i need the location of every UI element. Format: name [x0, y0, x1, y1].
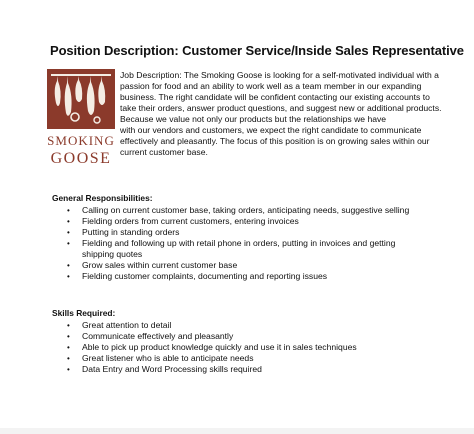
skill-text: Data Entry and Word Processing skills required	[82, 364, 262, 374]
responsibilities-heading: General Responsibilities:	[52, 193, 153, 203]
skill-text: Able to pick up product knowledge quickly and use it in sales techniques	[82, 342, 357, 352]
skill-text: Great listener who is able to anticipate needs	[82, 353, 254, 363]
job-description-line: take their orders, answer product questions, and suggest new or additional products.	[120, 103, 442, 113]
page-title: Position Description: Customer Service/Inside Sales Representative	[50, 43, 464, 58]
logo-wordmark-line1: SMOKING	[47, 133, 115, 148]
bullet-icon: •	[67, 206, 70, 215]
bullet-icon: •	[67, 332, 70, 341]
bullet-icon: •	[67, 365, 70, 374]
smoking-goose-logo-graphic	[47, 69, 115, 167]
skill-item	[52, 320, 472, 331]
skill-text: Great attention to detail	[82, 320, 172, 330]
responsibility-item	[52, 238, 472, 260]
skill-text: Communicate effectively and pleasantly	[82, 331, 234, 341]
skill-item	[52, 353, 472, 364]
job-description-line: effectively and pleasantly. The focus of this position is on growing sales within our	[120, 136, 430, 146]
responsibility-text: Fielding customer complaints, documenting and reporting issues	[82, 271, 328, 281]
responsibility-item	[52, 260, 472, 271]
responsibility-text: Grow sales within current customer base	[82, 260, 238, 270]
bullet-icon: •	[67, 228, 70, 237]
skills-list	[52, 320, 472, 375]
bullet-icon: •	[67, 217, 70, 226]
bullet-icon: •	[67, 239, 70, 248]
responsibility-text: Putting in standing orders	[82, 227, 180, 237]
page-bottom-edge	[0, 428, 474, 434]
bullet-icon: •	[67, 343, 70, 352]
job-description-line: business. The right candidate will be confident contacting our existing accounts to	[120, 92, 430, 102]
logo-wordmark-line2: GOOSE	[50, 150, 112, 167]
bullet-icon: •	[67, 261, 70, 270]
responsibility-text: shipping quotes	[82, 249, 143, 259]
responsibility-item	[52, 271, 472, 282]
smoking-goose-logo	[47, 69, 115, 167]
job-description-line: current customer base.	[120, 147, 208, 157]
job-description-line: Because we value not only our products but the relationships we have	[120, 114, 387, 124]
responsibility-text: Fielding and following up with retail phone in orders, putting in invoices and getting	[82, 238, 396, 248]
responsibility-item	[52, 227, 472, 238]
skill-item	[52, 364, 472, 375]
skills-required-section	[52, 308, 472, 375]
bullet-icon: •	[67, 321, 70, 330]
general-responsibilities-section	[52, 193, 472, 282]
bullet-icon: •	[67, 354, 70, 363]
responsibility-item	[52, 216, 472, 227]
job-description	[120, 70, 472, 158]
skills-heading: Skills Required:	[52, 308, 116, 318]
responsibility-text: Calling on current customer base, taking orders, anticipating needs, suggestive selling	[82, 205, 410, 215]
responsibility-item	[52, 205, 472, 216]
responsibility-text: Fielding orders from current customers, entering invoices	[82, 216, 299, 226]
responsibilities-list	[52, 205, 472, 282]
job-description-line: with our vendors and customers, we expect the right candidate to communicate	[120, 125, 422, 135]
bullet-icon: •	[67, 272, 70, 281]
skill-item	[52, 342, 472, 353]
job-description-line: Job Description: The Smoking Goose is looking for a self-motivated individual with a	[120, 70, 439, 80]
job-description-line: passion for food and an ability to work well as a team member in our expanding	[120, 81, 422, 91]
skill-item	[52, 331, 472, 342]
